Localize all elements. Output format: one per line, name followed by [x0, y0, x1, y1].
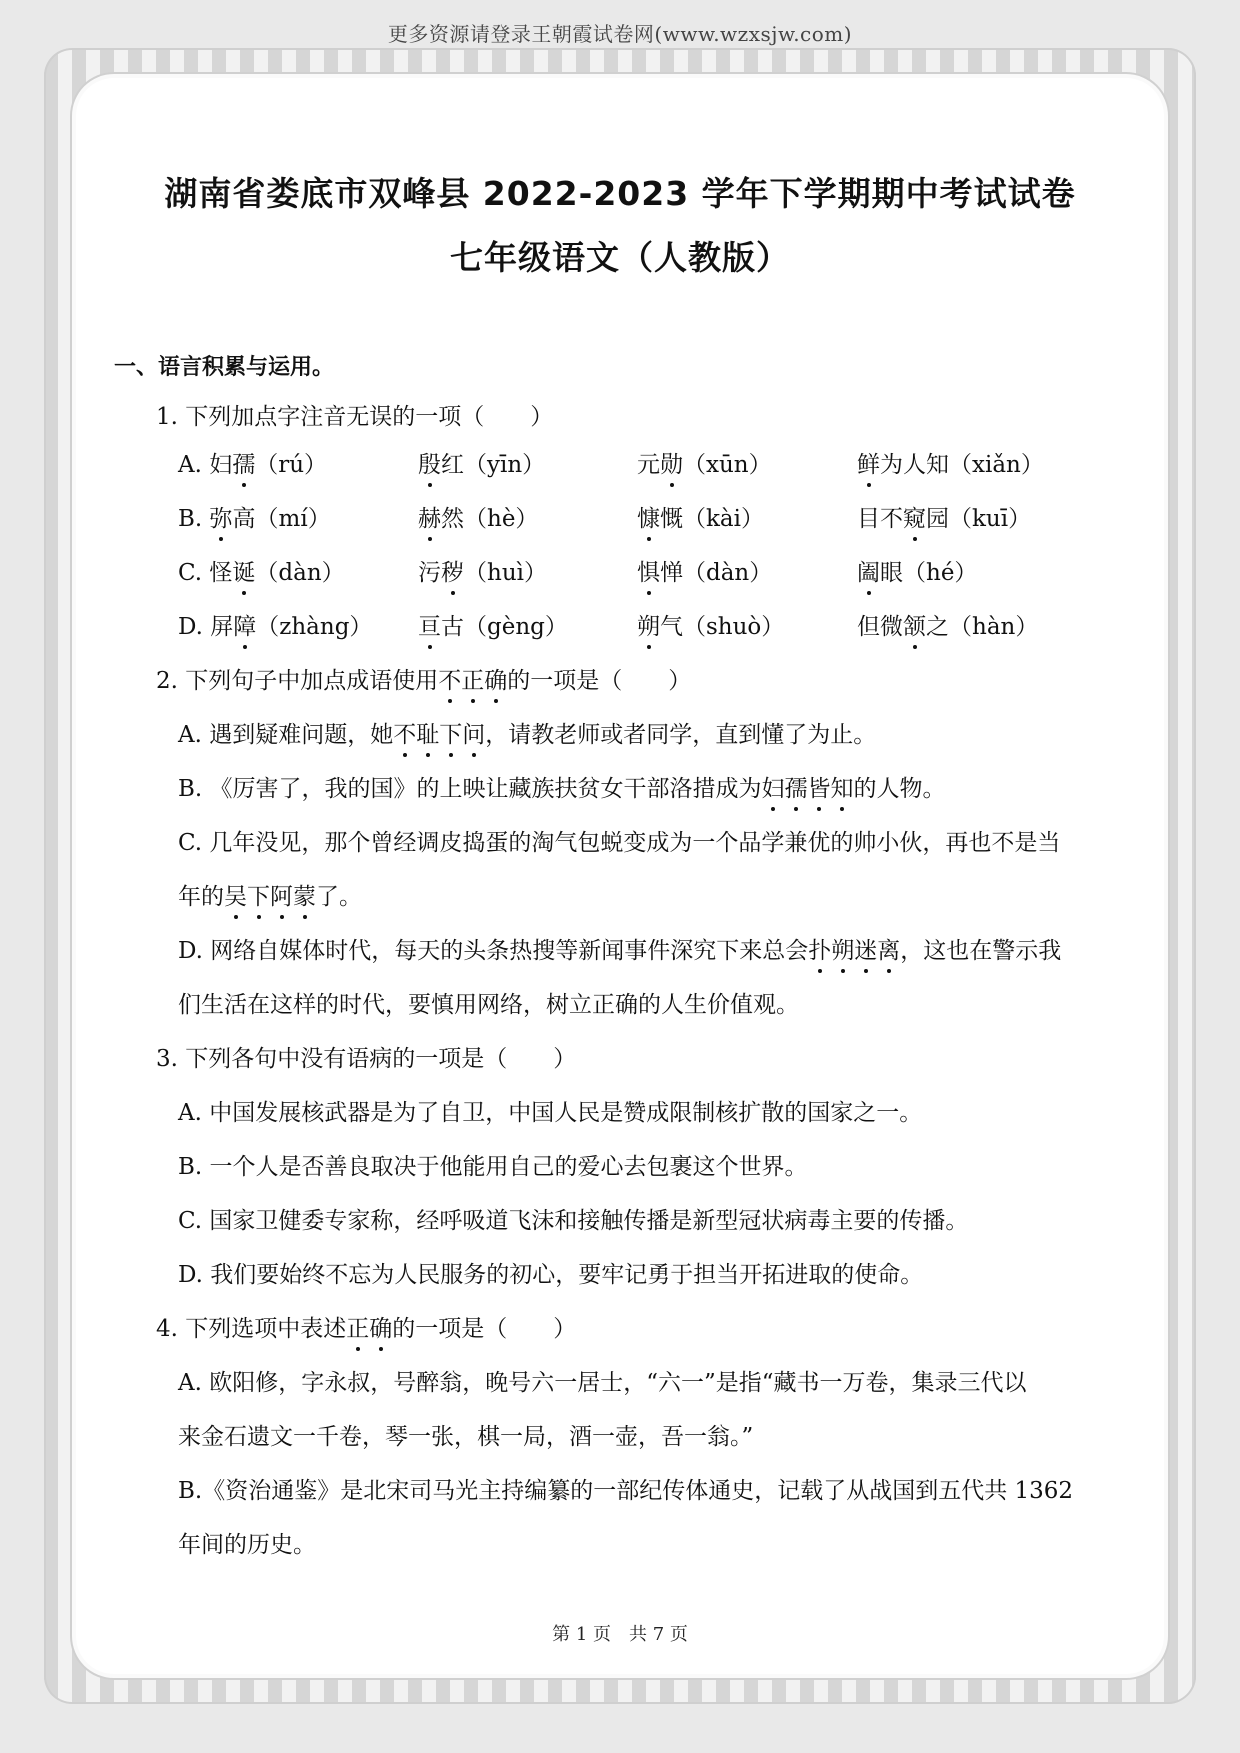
emphasis-dots: 亘 — [418, 614, 441, 640]
question-4-option-b-cont: 年间的历史。 — [178, 1532, 316, 1558]
page-footer: 第 1 页 共 7 页 — [552, 1624, 688, 1645]
emphasis-dots: 阖 — [857, 560, 880, 586]
question-1-option-cell: 污秽（huì） — [418, 560, 547, 586]
emphasis-dots: 鲜 — [857, 452, 880, 478]
emphasis-dots: 弥 — [209, 506, 233, 532]
question-4-option-a: A. 欧阳修，字永叔，号醉翁，晚号六一居士，“六一”是指“藏书一万卷，集录三代以 — [178, 1370, 1027, 1396]
exam-subtitle: 七年级语文（人教版） — [450, 238, 790, 277]
emphasis-dots: 赫 — [418, 506, 441, 532]
question-1-option-cell: 慷慨（kài） — [637, 506, 765, 532]
emphasis-dots: 秽 — [441, 560, 464, 586]
emphasis-dots: 不耻下问 — [393, 722, 486, 748]
question-1-option-cell: 赫然（hè） — [418, 506, 539, 532]
question-4-option-a-cont: 来金石遗文一千卷，琴一张，棋一局，酒一壶，吾一翁。” — [178, 1424, 754, 1450]
question-2-option-d-cont: 们生活在这样的时代，要慎用网络，树立正确的人生价值观。 — [178, 992, 799, 1018]
question-1-option-cell: D. 屏障（zhàng） — [178, 614, 373, 640]
emphasis-dots: 扑朔迷离 — [808, 938, 901, 964]
question-2-option-c: C. 几年没见，那个曾经调皮捣蛋的淘气包蜕变成为一个品学兼优的帅小伙，再也不是当 — [178, 830, 1061, 856]
emphasis-dots: 勋 — [660, 452, 683, 478]
question-1-option-cell: 鲜为人知（xiǎn） — [857, 452, 1044, 478]
question-3-option-d: D. 我们要始终不忘为人民服务的初心，要牢记勇于担当开拓进取的使命。 — [178, 1262, 924, 1288]
question-3-option-a: A. 中国发展核武器是为了自卫，中国人民是赞成限制核扩散的国家之一。 — [178, 1100, 923, 1126]
question-1-option-cell: 亘古（gèng） — [418, 614, 568, 640]
question-2-option-b: B. 《厉害了，我的国》的上映让藏族扶贫女干部洛措成为妇孺皆知的人物。 — [178, 776, 946, 802]
watermark: 更多资源请登录王朝霞试卷网(www.wzxsjw.com) — [387, 22, 853, 46]
question-2-option-d: D. 网络自媒体时代，每天的头条热搜等新闻事件深究下来总会扑朔迷离，这也在警示我 — [178, 938, 1062, 964]
emphasis-dots: 正确 — [346, 1316, 393, 1342]
question-4-stem: 4. 下列选项中表述正确的一项是（ ） — [156, 1316, 577, 1342]
question-1-option-cell: 惧惮（dàn） — [637, 560, 773, 586]
emphasis-dots: 窥 — [903, 506, 926, 532]
question-2-option-c-cont: 年的吴下阿蒙了。 — [178, 884, 362, 910]
emphasis-dots: 颔 — [903, 614, 926, 640]
emphasis-dots: 诞 — [232, 560, 256, 586]
question-3-stem: 3. 下列各句中没有语病的一项是（ ） — [156, 1046, 577, 1072]
emphasis-dots: 妇孺皆知 — [761, 776, 854, 802]
question-3-option-c: C. 国家卫健委专家称，经呼吸道飞沫和接触传播是新型冠状病毒主要的传播。 — [178, 1208, 969, 1234]
emphasis-dots: 不正确 — [438, 668, 508, 694]
exam-title: 湖南省娄底市双峰县 2022-2023 学年下学期期中考试试卷 — [164, 174, 1076, 213]
question-2-stem: 2. 下列句子中加点成语使用不正确的一项是（ ） — [156, 668, 692, 694]
emphasis-dots: 殷 — [418, 452, 441, 478]
question-2-option-a: A. 遇到疑难问题，她不耻下问，请教老师或者同学，直到懂了为止。 — [178, 722, 877, 748]
question-1-option-cell: 但微颔之（hàn） — [857, 614, 1039, 640]
section-heading: 一、语言积累与运用。 — [114, 355, 335, 380]
emphasis-dots: 障 — [233, 614, 257, 640]
question-1-option-cell: 元勋（xūn） — [637, 452, 772, 478]
emphasis-dots: 吴下阿蒙 — [224, 884, 316, 910]
question-1-option-cell: 目不窥园（kuī） — [857, 506, 1032, 532]
emphasis-dots: 朔 — [637, 614, 660, 640]
question-1-option-cell: 殷红（yīn） — [418, 452, 546, 478]
question-1-option-cell: C. 怪诞（dàn） — [178, 560, 345, 586]
question-1-option-cell: B. 弥高（mí） — [178, 506, 331, 532]
question-1-option-cell: 阖眼（hé） — [857, 560, 978, 586]
question-1-stem: 1. 下列加点字注音无误的一项（ ） — [156, 404, 554, 430]
question-1-option-cell: A. 妇孺（rú） — [178, 452, 328, 478]
question-4-option-b: B.《资治通鉴》是北宋司马光主持编纂的一部纪传体通史，记载了从战国到五代共 1362 — [178, 1478, 1074, 1504]
emphasis-dots: 慷 — [637, 506, 660, 532]
emphasis-dots: 孺 — [232, 452, 256, 478]
question-1-option-cell: 朔气（shuò） — [637, 614, 785, 640]
emphasis-dots: 惧 — [637, 560, 660, 586]
question-3-option-b: B. 一个人是否善良取决于他能用自己的爱心去包裹这个世界。 — [178, 1154, 808, 1180]
